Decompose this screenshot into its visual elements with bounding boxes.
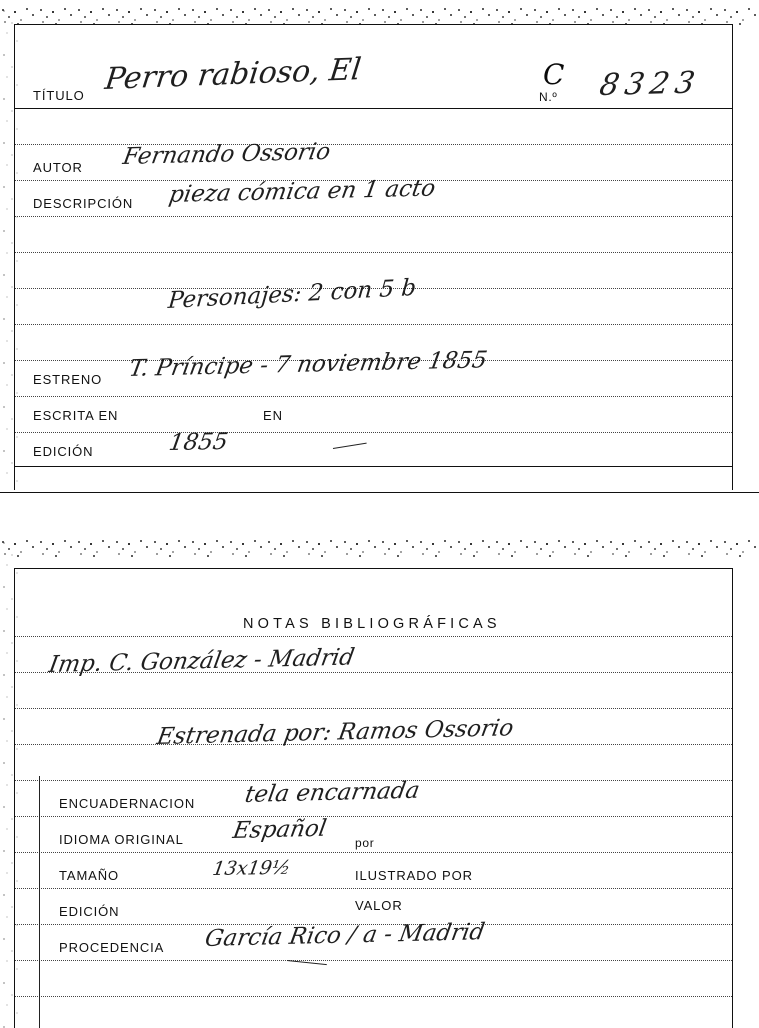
field-value-edicion: 1855 — [167, 429, 230, 456]
field-label-edicion-bottom: EDICIÓN — [59, 904, 120, 919]
inner-margin-rule — [39, 776, 40, 1028]
card-number-mark: C — [543, 58, 565, 91]
field-label-escrita-en: ESCRITA EN — [33, 408, 119, 423]
field-value-descripcion: pieza cómica en 1 acto — [167, 175, 438, 208]
field-label-idioma-original: IDIOMA ORIGINAL — [59, 832, 184, 847]
rule-line — [15, 396, 732, 397]
rule-line — [15, 568, 732, 569]
field-label-autor: AUTOR — [33, 160, 83, 175]
rule-line — [15, 852, 732, 853]
card-number-label: N.º — [539, 90, 558, 104]
rule-line — [15, 108, 732, 109]
rule-line — [15, 636, 732, 637]
bibliographic-note: Imp. C. González - Madrid — [47, 644, 357, 678]
characters-note: Personajes: 2 con 5 b — [167, 274, 418, 314]
bibliographic-note: Estrenada por: Ramos Ossorio — [155, 715, 516, 750]
field-value-tamano: 13x19½ — [211, 856, 293, 880]
rule-line — [15, 252, 732, 253]
field-value-titulo: Perro rabioso, El — [103, 51, 363, 97]
rule-line — [15, 432, 732, 433]
rule-line — [15, 144, 732, 145]
rule-line — [15, 708, 732, 709]
top-card-inner — [14, 24, 733, 490]
rule-line — [15, 24, 732, 25]
rule-line — [15, 816, 732, 817]
rule-line — [15, 960, 732, 961]
card-number-value: 8323 — [597, 65, 704, 103]
rule-line — [15, 466, 732, 467]
field-label-por: por — [355, 836, 375, 850]
rule-line — [15, 888, 732, 889]
field-label-estreno: ESTRENO — [33, 372, 103, 387]
bottom-catalog-card — [0, 538, 759, 1028]
field-value-estreno: T. Príncipe - 7 noviembre 1855 — [127, 347, 490, 382]
scan-noise-top-edge — [0, 6, 759, 26]
field-label-ilustrado-por: ILUSTRADO POR — [355, 868, 473, 883]
field-label-titulo: TÍTULO — [33, 88, 85, 103]
field-label-valor: VALOR — [355, 898, 403, 913]
field-label-edicion: EDICIÓN — [33, 444, 94, 459]
rule-line — [15, 996, 732, 997]
pen-stroke-mark — [333, 443, 367, 449]
field-value-encuadernacion: tela encarnada — [243, 777, 422, 808]
field-label-procedencia: PROCEDENCIA — [59, 940, 165, 955]
rule-line — [15, 216, 732, 217]
field-value-autor: Fernando Ossorio — [121, 138, 333, 170]
field-value-procedencia: García Rico / a - Madrid — [203, 919, 487, 952]
field-label-encuadernacion: ENCUADERNACION — [59, 796, 196, 811]
card-separator — [0, 492, 759, 493]
top-catalog-card — [0, 6, 759, 490]
section-title-notas-bibliograficas: NOTAS BIBLIOGRÁFICAS — [243, 616, 501, 632]
field-label-descripcion: DESCRIPCIÓN — [33, 196, 134, 211]
bottom-card-inner — [14, 568, 733, 1028]
field-value-idioma-original: Español — [231, 815, 329, 844]
field-label-en: EN — [263, 408, 283, 423]
rule-line — [15, 324, 732, 325]
field-label-tamano: TAMAÑO — [59, 868, 120, 883]
scan-noise-top-edge — [0, 538, 759, 558]
